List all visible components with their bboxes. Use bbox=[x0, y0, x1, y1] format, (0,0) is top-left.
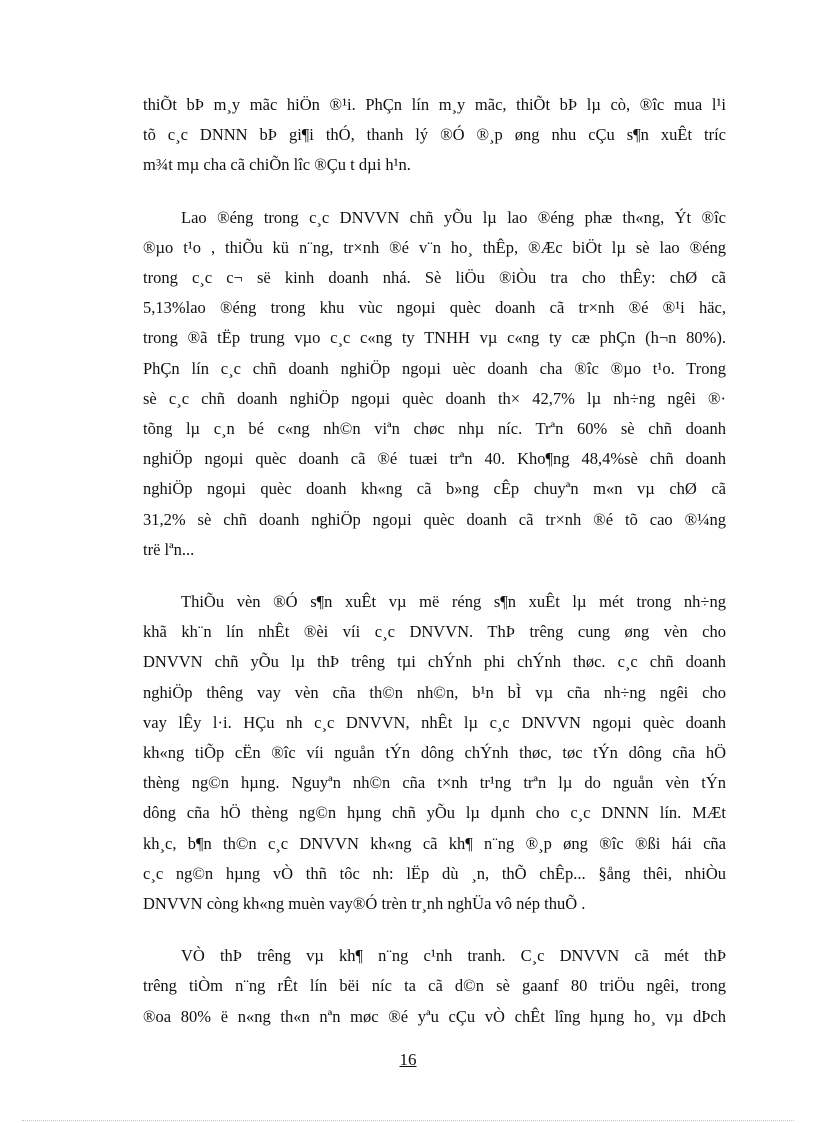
body-text bbox=[143, 90, 726, 1032]
text-line: VÒ thÞ trêng vµ kh¶ n¨ng c¹nh tranh. C¸c DNVVN cã mét thÞ bbox=[181, 946, 726, 966]
text-line: khã kh¨n lín nhÊt ®èi víi c¸c DNVVN. ThÞ trêng cung øng vèn cho bbox=[143, 622, 726, 642]
text-line: trong ®ã tËp trung vµo c¸c c«ng ty TNHH vµ c«ng ty cæ phÇn (h¬n 80%). bbox=[143, 328, 726, 348]
text-line: trêng tiÒm n¨ng rÊt lín bëi níc ta cã d©n sè gaanf 80 triÖu ngêi, trong bbox=[143, 976, 726, 996]
paragraph-market bbox=[143, 941, 726, 1032]
text-line: ®oa 80% ë n«ng th«n nªn møc ®é yªu cÇu vÒ chÊt lîng hµng ho¸ vµ dÞch bbox=[143, 1006, 726, 1026]
text-line: ®µo t¹o , thiÕu kü n¨ng, tr×nh ®é v¨n ho¸ thÊp, ®Æc biÖt lµ sè lao ®éng bbox=[143, 237, 726, 257]
text-line: ThiÕu vèn ®Ó s¶n xuÊt vµ më réng s¶n xuÊt lµ mét trong nh÷ng bbox=[181, 592, 726, 612]
text-line: c¸c ng©n hµng vÒ thñ tôc nh: lËp dù ¸n, thÕ chÊp... §ång thêi, nhiÒu bbox=[143, 863, 726, 883]
paragraph-labor bbox=[143, 203, 726, 565]
text-line: Lao ®éng trong c¸c DNVVN chñ yÕu lµ lao ®éng phæ th«ng, Ýt ®îc bbox=[181, 207, 726, 227]
paragraph-capital bbox=[143, 587, 726, 919]
text-line: nghiÖp ngoµi quèc doanh kh«ng cã b»ng cÊp chuyªn m«n vµ chØ cã bbox=[143, 479, 726, 499]
text-line: dông cña hÖ thèng ng©n hµng chñ yÕu lµ dµnh cho c¸c DNNN lín. MÆt bbox=[143, 803, 726, 823]
paragraph-equipment bbox=[143, 90, 726, 181]
text-line: thèng ng©n hµng. Nguyªn nh©n cña t×nh tr¹ng trªn lµ do nguån vèn tÝn bbox=[143, 773, 726, 793]
page-bottom-divider bbox=[22, 1120, 794, 1121]
text-line: nghiÖp ngoµi quèc doanh cã ®é tuæi trªn 40. Kho¶ng 48,4%sè chñ doanh bbox=[143, 449, 726, 469]
text-line: m¾t mµ cha cã chiÕn lîc ®Çu t dµi h¹n. bbox=[143, 155, 411, 175]
text-line: kh¸c, b¶n th©n c¸c DNVVN kh«ng cã kh¶ n¨ng ®¸p øng ®îc ®ßi hái cña bbox=[143, 833, 726, 853]
text-line: tõ c¸c DNNN bÞ gi¶i thÓ, thanh lý ®Ó ®¸p øng nhu cÇu s¶n xuÊt tríc bbox=[143, 125, 726, 145]
text-line: 31,2% sè chñ doanh nghiÖp ngoµi quèc doanh cã tr×nh ®é tõ cao ®¼ng bbox=[143, 509, 726, 529]
text-line: DNVVN còng kh«ng muèn vay®Ó trèn tr¸nh nghÜa vô nép thuÕ . bbox=[143, 894, 586, 914]
text-line: nghiÖp thêng vay vèn cña th©n nh©n, b¹n bÌ vµ cña nh÷ng ngêi cho bbox=[143, 682, 726, 702]
text-line: 5,13%lao ®éng trong khu vùc ngoµi quèc doanh cã tr×nh ®é ®¹i häc, bbox=[143, 298, 726, 318]
text-line: DNVVN chñ yÕu lµ thÞ trêng tµi chÝnh phi chÝnh thøc. c¸c chñ doanh bbox=[143, 652, 726, 672]
text-line: trë lªn... bbox=[143, 539, 195, 559]
text-line: PhÇn lín c¸c chñ doanh nghiÖp ngoµi uèc doanh cha ®îc ®µo t¹o. Trong bbox=[143, 358, 726, 378]
page-number: 16 bbox=[399, 1050, 417, 1069]
text-line: tõng lµ c¸n bé c«ng nh©n viªn chøc nhµ níc. Trªn 60% sè chñ doanh bbox=[143, 419, 726, 439]
text-line: vay lÊy l·i. HÇu nh c¸c DNVVN, nhÊt lµ c¸c DNVVN ngoµi quèc doanh bbox=[143, 712, 726, 732]
text-line: kh«ng tiÕp cËn ®îc víi nguån tÝn dông chÝnh thøc, tøc tÝn dông cña hÖ bbox=[143, 743, 726, 763]
text-line: thiÕt bÞ m¸y mãc hiÖn ®¹i. PhÇn lín m¸y mãc, thiÕt bÞ lµ cò, ®îc mua l¹i bbox=[143, 95, 726, 114]
text-line: sè c¸c chñ doanh nghiÖp ngoµi quèc doanh th× 42,7% lµ nh÷ng ngêi ®· bbox=[143, 388, 726, 408]
text-line: trong c¸c c¬ së kinh doanh nhá. Sè liÖu ®iÒu tra cho thÊy: chØ cã bbox=[143, 268, 726, 288]
